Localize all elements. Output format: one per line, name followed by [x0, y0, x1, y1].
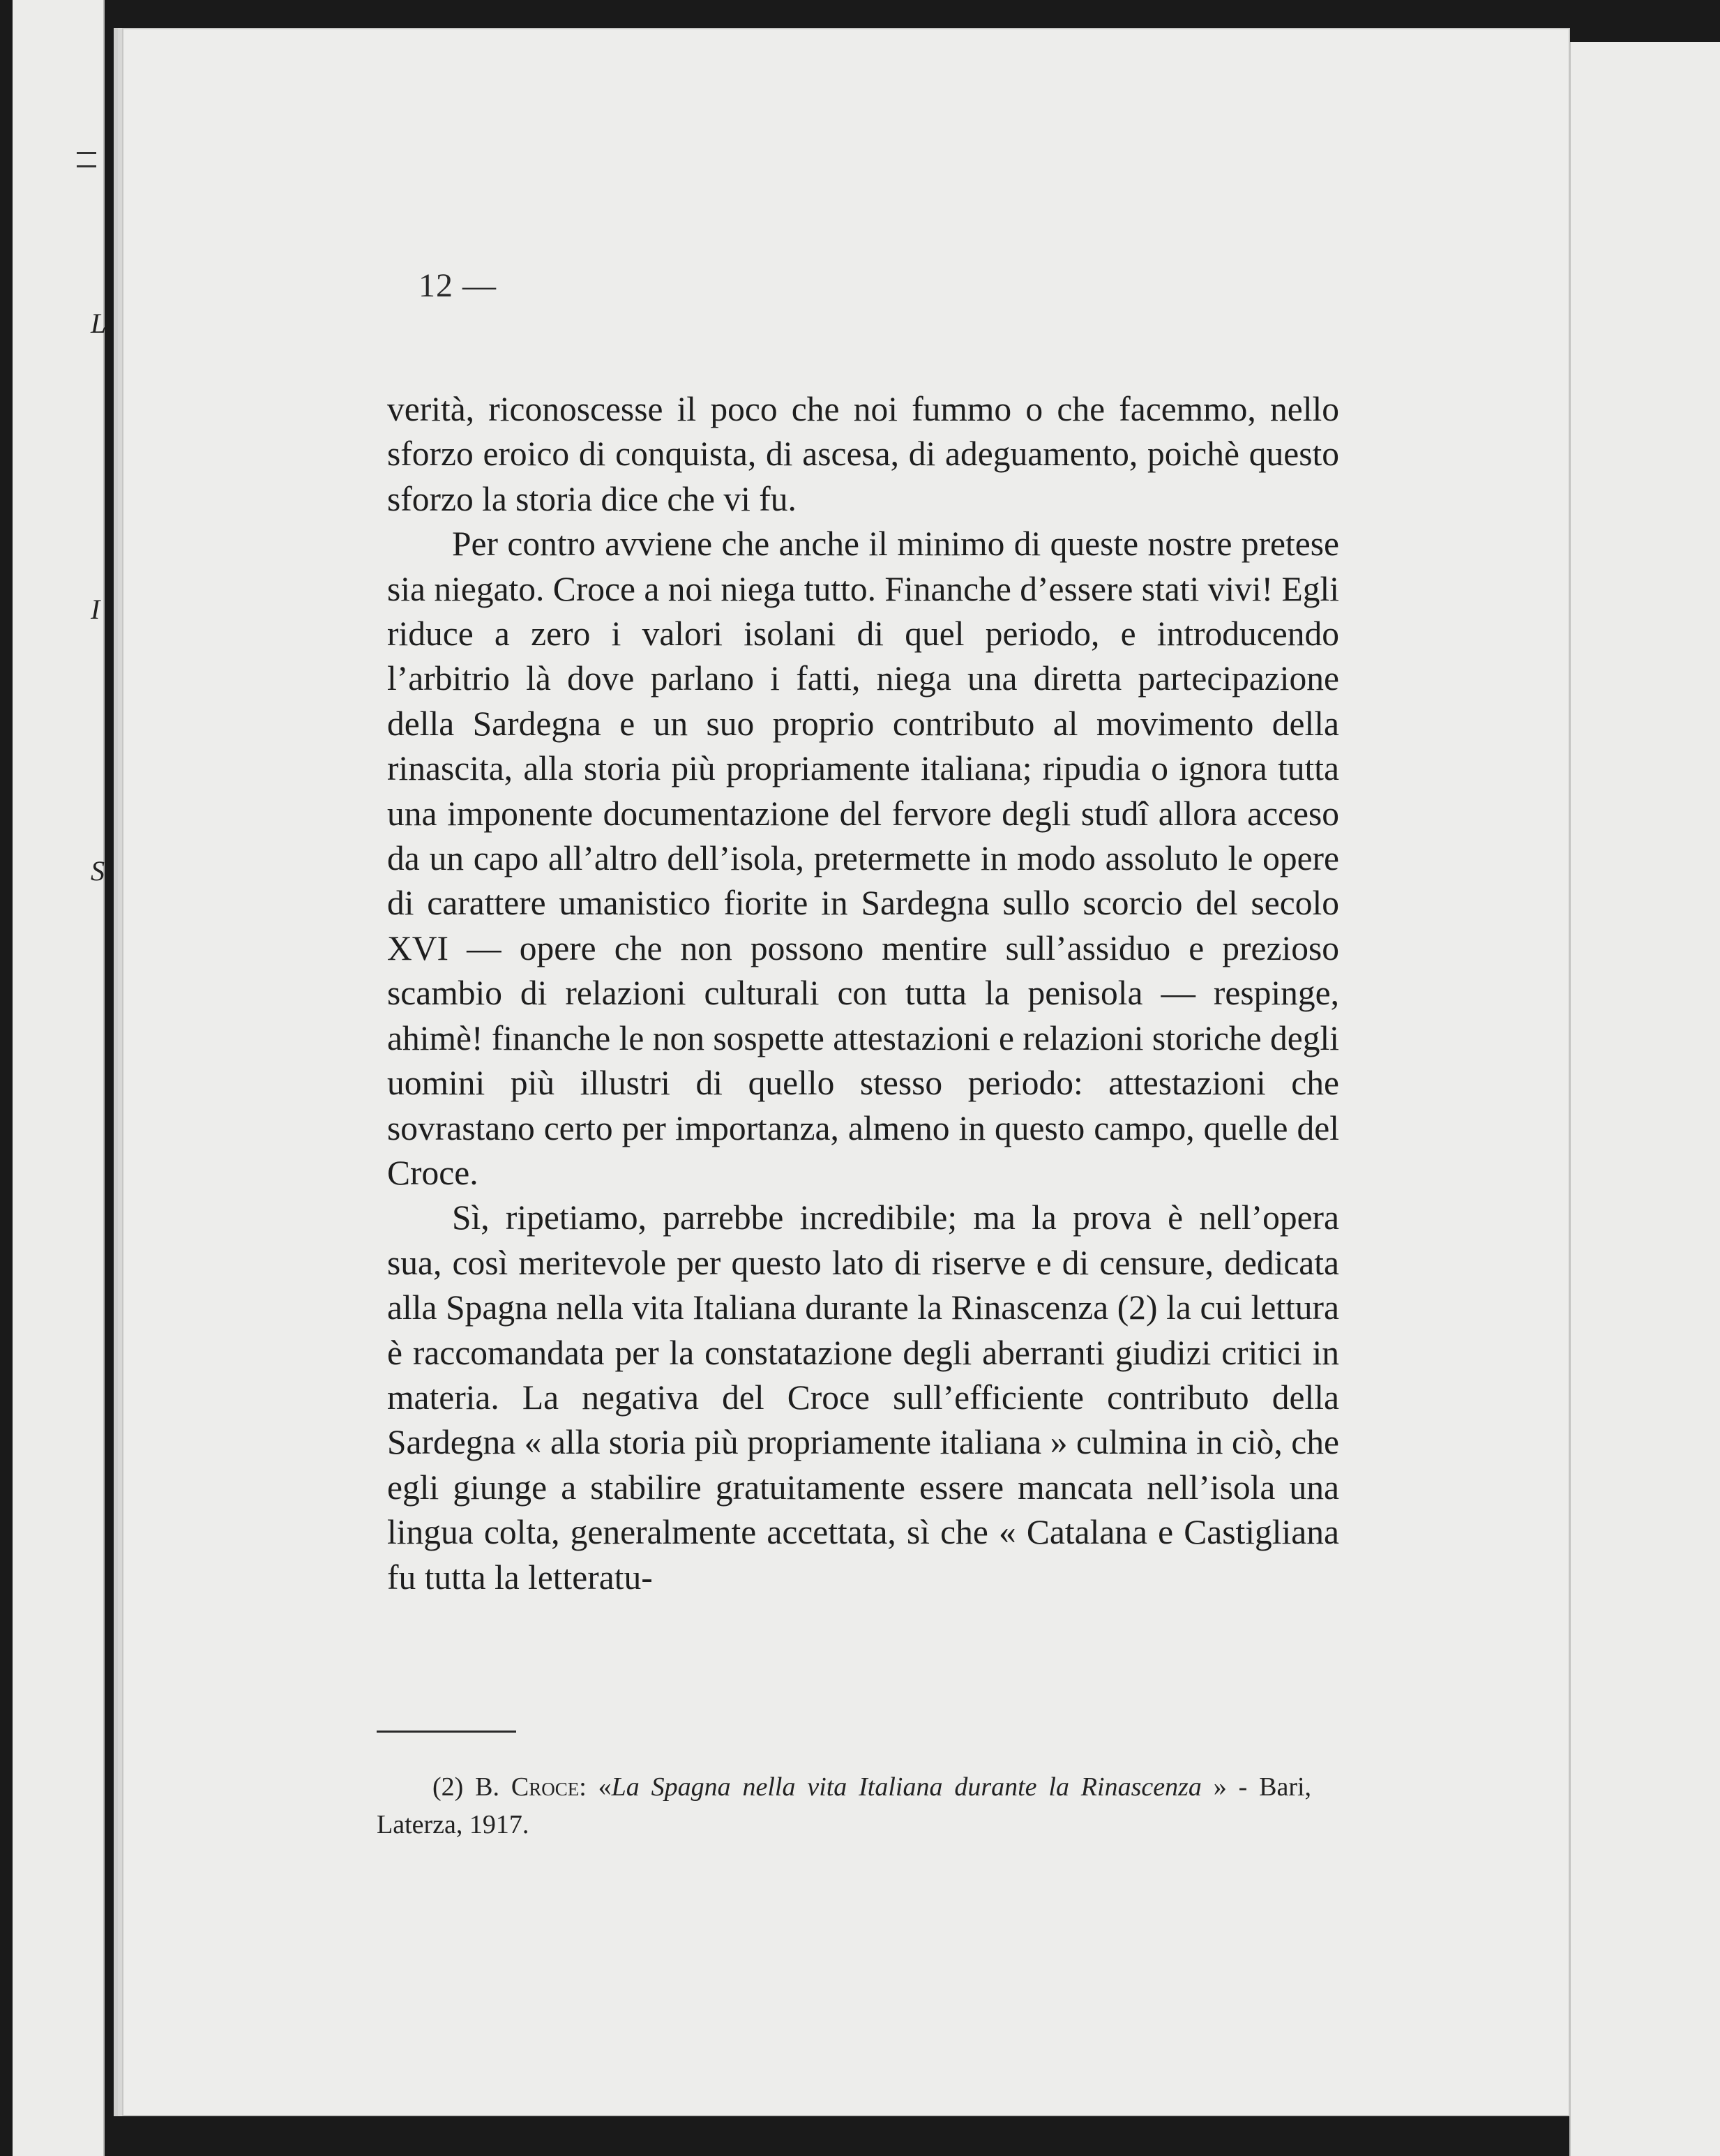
paragraph: Per contro avviene che anche il minimo di queste nostre pretese sia niegato. Croce a noi niega tutto. Finanche d’essere stati vivi! Egli riduce a zero i valori isolani di quel periodo, e introducendo l’arbitrio là dove parlano i fatti, niega una diretta partecipazione della Sardegna e un suo proprio contributo al movimento della rinascita, alla storia più propriamente italiana; ripudia o ignora tutta una imponente documentazione del fervore degli studî allora acceso da un capo all’altro dell’isola, pretermette in modo assoluto le opere di carattere umanistico fiorite in Sardegna sullo scorcio del secolo XVI — opere che non possono mentire sull’assiduo e prezioso scambio di relazioni culturali con tutta la penisola — respinge, ahimè! finanche le non sospette attestazioni e relazioni storiche degli uomini più illustri di quello stesso periodo: attestazioni che sovrastano certo per importanza, almeno in questo campo, quelle del Croce.	[387, 525, 1339, 1192]
footnote	[377, 1768, 1311, 1844]
paragraph: verità, riconoscesse il poco che noi fummo o che facemmo, nello sforzo eroico di conquista, di ascesa, di adeguamento, poichè questo sforzo la storia dice che vi fu.	[387, 390, 1339, 518]
footnote-marker: (2) B.	[432, 1772, 500, 1802]
footnote-rule	[377, 1731, 516, 1733]
footnote-open-quote: «	[598, 1772, 612, 1802]
footnote-author: Croce	[511, 1772, 580, 1802]
footnote-publication: » - Bari, Laterza, 1917.	[377, 1772, 1312, 1839]
margin-fragment: L	[91, 308, 107, 339]
next-page-edge	[1569, 42, 1720, 2156]
body-text	[387, 387, 1339, 1600]
margin-fragment: S	[91, 855, 105, 887]
footnote-title: La Spagna nella vita Italiana durante la Rinascenza	[611, 1772, 1202, 1802]
previous-page-edge	[13, 0, 105, 2156]
margin-mark	[77, 152, 96, 167]
paragraph: Sì, ripetiamo, parrebbe incredibile; ma la prova è nell’opera sua, così meritevole per questo lato di riserve e di censure, dedicata alla Spagna nella vita Italiana durante la Rinascenza (2) la cui lettura è raccomandata per la constatazione degli aberranti giudizi critici in materia. La negativa del Croce sull’efficiente contributo della Sardegna « alla storia più propriamente italiana » culmina in ciò, che egli giunge a stabilire gratuitamente essere mancata nell’isola una lingua colta, generalmente accettata, sì che « Catalana e Castigliana fu tutta la letteratu-	[387, 1198, 1339, 1597]
footnote-colon: :	[579, 1772, 587, 1802]
margin-fragment: I	[91, 594, 100, 625]
page-number: 12 —	[418, 267, 497, 304]
